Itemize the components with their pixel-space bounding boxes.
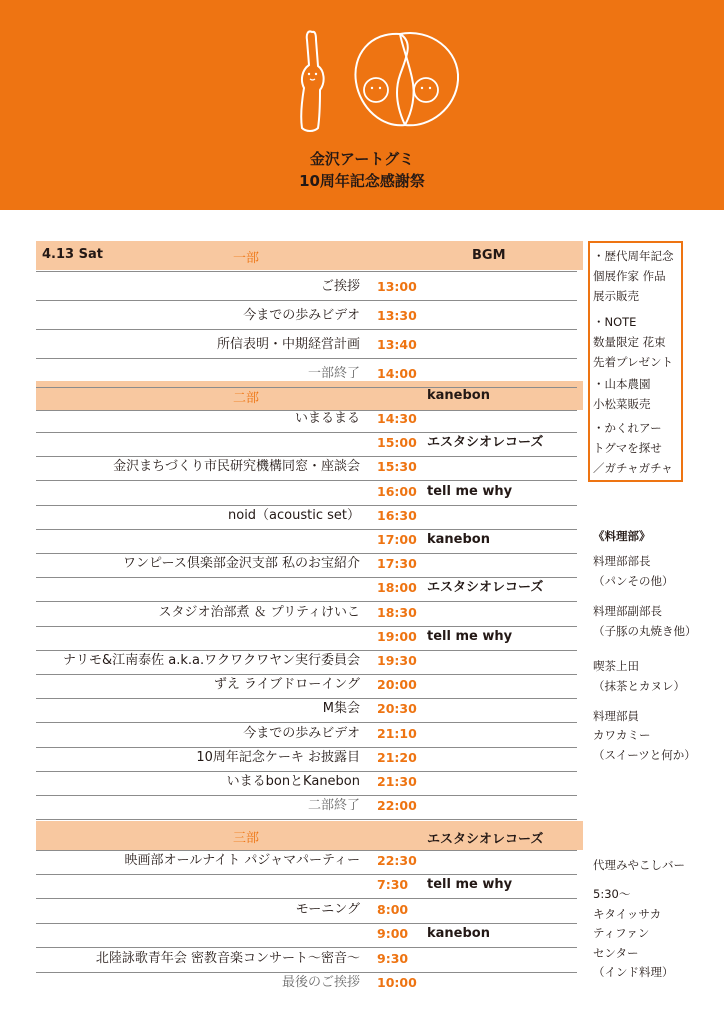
anniversary-logo-icon — [290, 20, 470, 140]
part1-label: 一部 — [233, 251, 260, 266]
program-time: 10:00 — [377, 975, 417, 990]
goods-text: ・山本農園 — [593, 377, 651, 391]
goods-text: 先着プレゼント — [593, 355, 674, 369]
row-divider — [36, 601, 577, 602]
row-divider — [36, 674, 577, 675]
program-time: 19:30 — [377, 653, 417, 668]
goods-text: トグマを探せ — [593, 441, 662, 455]
dj-act: エスタシオレコーズ — [427, 435, 544, 451]
program-time: 7:30 — [377, 877, 409, 893]
program-time: 21:20 — [377, 749, 417, 765]
row-divider — [36, 358, 577, 359]
row-divider — [36, 626, 577, 627]
program-time: 18:00 — [377, 580, 417, 596]
row-divider — [36, 329, 577, 330]
cooking-text: （子豚の丸焼き他） — [593, 624, 697, 638]
program-name: 今までの歩みビデオ — [243, 308, 360, 323]
cooking-text: カワカミー — [593, 728, 651, 742]
bar-text: 5:30〜 — [593, 887, 631, 901]
program-name: 所信表明・中期経営計画 — [216, 337, 360, 352]
row-divider — [36, 387, 577, 388]
row-divider — [36, 898, 577, 899]
cooking-text: 料理部部長 — [593, 554, 651, 568]
row-divider — [36, 874, 577, 875]
cooking-text: 料理部副部長 — [593, 604, 662, 618]
goods-text: 個展作家 作品 — [593, 269, 666, 283]
row-divider — [36, 480, 577, 481]
dj-act: エスタシオレコーズ — [427, 580, 544, 596]
program-time: 17:30 — [377, 556, 417, 572]
program-time: 16:30 — [377, 507, 417, 523]
row-divider — [36, 553, 577, 554]
row-divider — [36, 972, 577, 973]
program-time: 18:30 — [377, 604, 417, 620]
program-name: いまるbonとKanebon — [226, 774, 360, 789]
program-time: 8:00 — [377, 901, 409, 917]
row-divider — [36, 771, 577, 772]
cooking-text: （パンその他） — [593, 574, 674, 588]
program-time: 17:00 — [377, 532, 417, 547]
program-time: 21:10 — [377, 725, 417, 741]
part2-band — [36, 381, 583, 410]
program-name: 10周年記念ケーキ お披露目 — [196, 749, 360, 765]
row-divider — [36, 650, 577, 651]
event-date: 4.13 Sat — [42, 247, 103, 262]
program-name: 金沢まちづくり市民研究機構同窓・座談会 — [113, 459, 360, 475]
event-title-line1: 金沢アートグミ — [309, 150, 415, 168]
cooking-text: （スイーツと何か） — [593, 748, 696, 762]
goods-text: ・かくれアー — [593, 421, 662, 435]
row-divider — [36, 722, 577, 723]
program-name: 映画部オールナイト パジャマパーティー — [124, 853, 360, 868]
program-name: 北陸詠歌青年会 密教音楽コンサート〜密音〜 — [95, 950, 360, 966]
program-name: スタジオ治部煮 ＆ プリティけいこ — [158, 604, 360, 620]
program-name: いまるまる — [294, 411, 360, 426]
program-name: モーニング — [295, 901, 360, 917]
row-divider — [36, 456, 577, 457]
goods-text: 数量限定 花束 — [593, 335, 666, 349]
part2-label: 二部 — [233, 391, 260, 406]
goods-text: ・NOTE — [593, 315, 637, 329]
program-time: 13:40 — [377, 337, 417, 352]
program-name: 最後のご挨拶 — [281, 975, 360, 990]
program-time: 16:00 — [377, 483, 417, 499]
program-name: ナリモ&江南泰佐 a.k.a.ワクワクワヤン実行委員会 — [63, 653, 360, 668]
program-time: 20:00 — [377, 677, 417, 693]
row-divider — [36, 819, 577, 820]
cooking-title: 《料理部》 — [593, 529, 651, 543]
row-divider — [36, 795, 577, 796]
program-time: 14:30 — [377, 411, 417, 426]
program-name: noid（acoustic set） — [228, 507, 360, 523]
program-time: 13:00 — [377, 279, 417, 294]
row-divider — [36, 698, 577, 699]
dj-act: kanebon — [427, 926, 490, 942]
dj-act: kanebon — [427, 532, 490, 547]
cooking-text: （抹茶とカヌレ） — [593, 679, 685, 693]
row-divider — [36, 947, 577, 948]
bar-text: （インド料理） — [593, 965, 674, 979]
dj-act: tell me why — [427, 483, 513, 499]
program-name: 二部終了 — [307, 798, 360, 814]
row-divider — [36, 577, 577, 578]
program-name: 今までの歩みビデオ — [243, 725, 360, 741]
row-divider — [36, 505, 577, 506]
goods-text: ／ガチャガチャ — [593, 461, 673, 475]
cooking-text: 料理部員 — [593, 709, 639, 723]
row-divider — [36, 529, 577, 530]
bar-text: 代理みやこしバー — [593, 858, 685, 872]
header-banner — [0, 0, 724, 210]
bar-text: キタイッサカ — [593, 907, 662, 921]
program-time: 21:30 — [377, 774, 417, 789]
part3-act: エスタシオレコーズ — [427, 832, 544, 847]
row-divider — [36, 300, 577, 301]
goods-text: 展示販売 — [593, 289, 639, 303]
row-divider — [36, 923, 577, 924]
program-time: 15:00 — [377, 435, 417, 451]
program-name: M集会 — [322, 701, 360, 717]
part1-act: BGM — [472, 248, 506, 263]
goods-text: 小松菜販売 — [593, 397, 651, 411]
row-divider — [36, 850, 577, 851]
program-time: 22:00 — [377, 798, 417, 814]
dj-act: tell me why — [427, 877, 513, 893]
goods-text: ・歴代周年記念 — [593, 249, 674, 263]
program-name: ご挨拶 — [320, 279, 360, 294]
bar-text: ティファン — [593, 926, 650, 940]
program-time: 9:30 — [377, 950, 409, 966]
program-time: 15:30 — [377, 459, 417, 475]
program-time: 22:30 — [377, 853, 417, 868]
program-name: ずえ ライブドローイング — [213, 677, 360, 693]
bar-text: センター — [593, 946, 639, 960]
row-divider — [36, 432, 577, 433]
program-time: 19:00 — [377, 628, 417, 644]
program-time: 20:30 — [377, 701, 417, 717]
program-time: 9:00 — [377, 926, 409, 942]
dj-act: tell me why — [427, 628, 513, 644]
event-title-line2: 10周年記念感謝祭 — [299, 172, 425, 190]
program-time: 14:00 — [377, 366, 417, 381]
program-time: 13:30 — [377, 308, 417, 323]
row-divider — [36, 747, 577, 748]
program-name: ワンピース倶楽部金沢支部 私のお宝紹介 — [123, 556, 360, 572]
part3-label: 三部 — [233, 831, 260, 846]
row-divider — [36, 271, 577, 272]
cooking-text: 喫茶上田 — [593, 659, 639, 673]
program-name: 一部終了 — [307, 366, 360, 381]
part2-act: kanebon — [427, 388, 490, 403]
